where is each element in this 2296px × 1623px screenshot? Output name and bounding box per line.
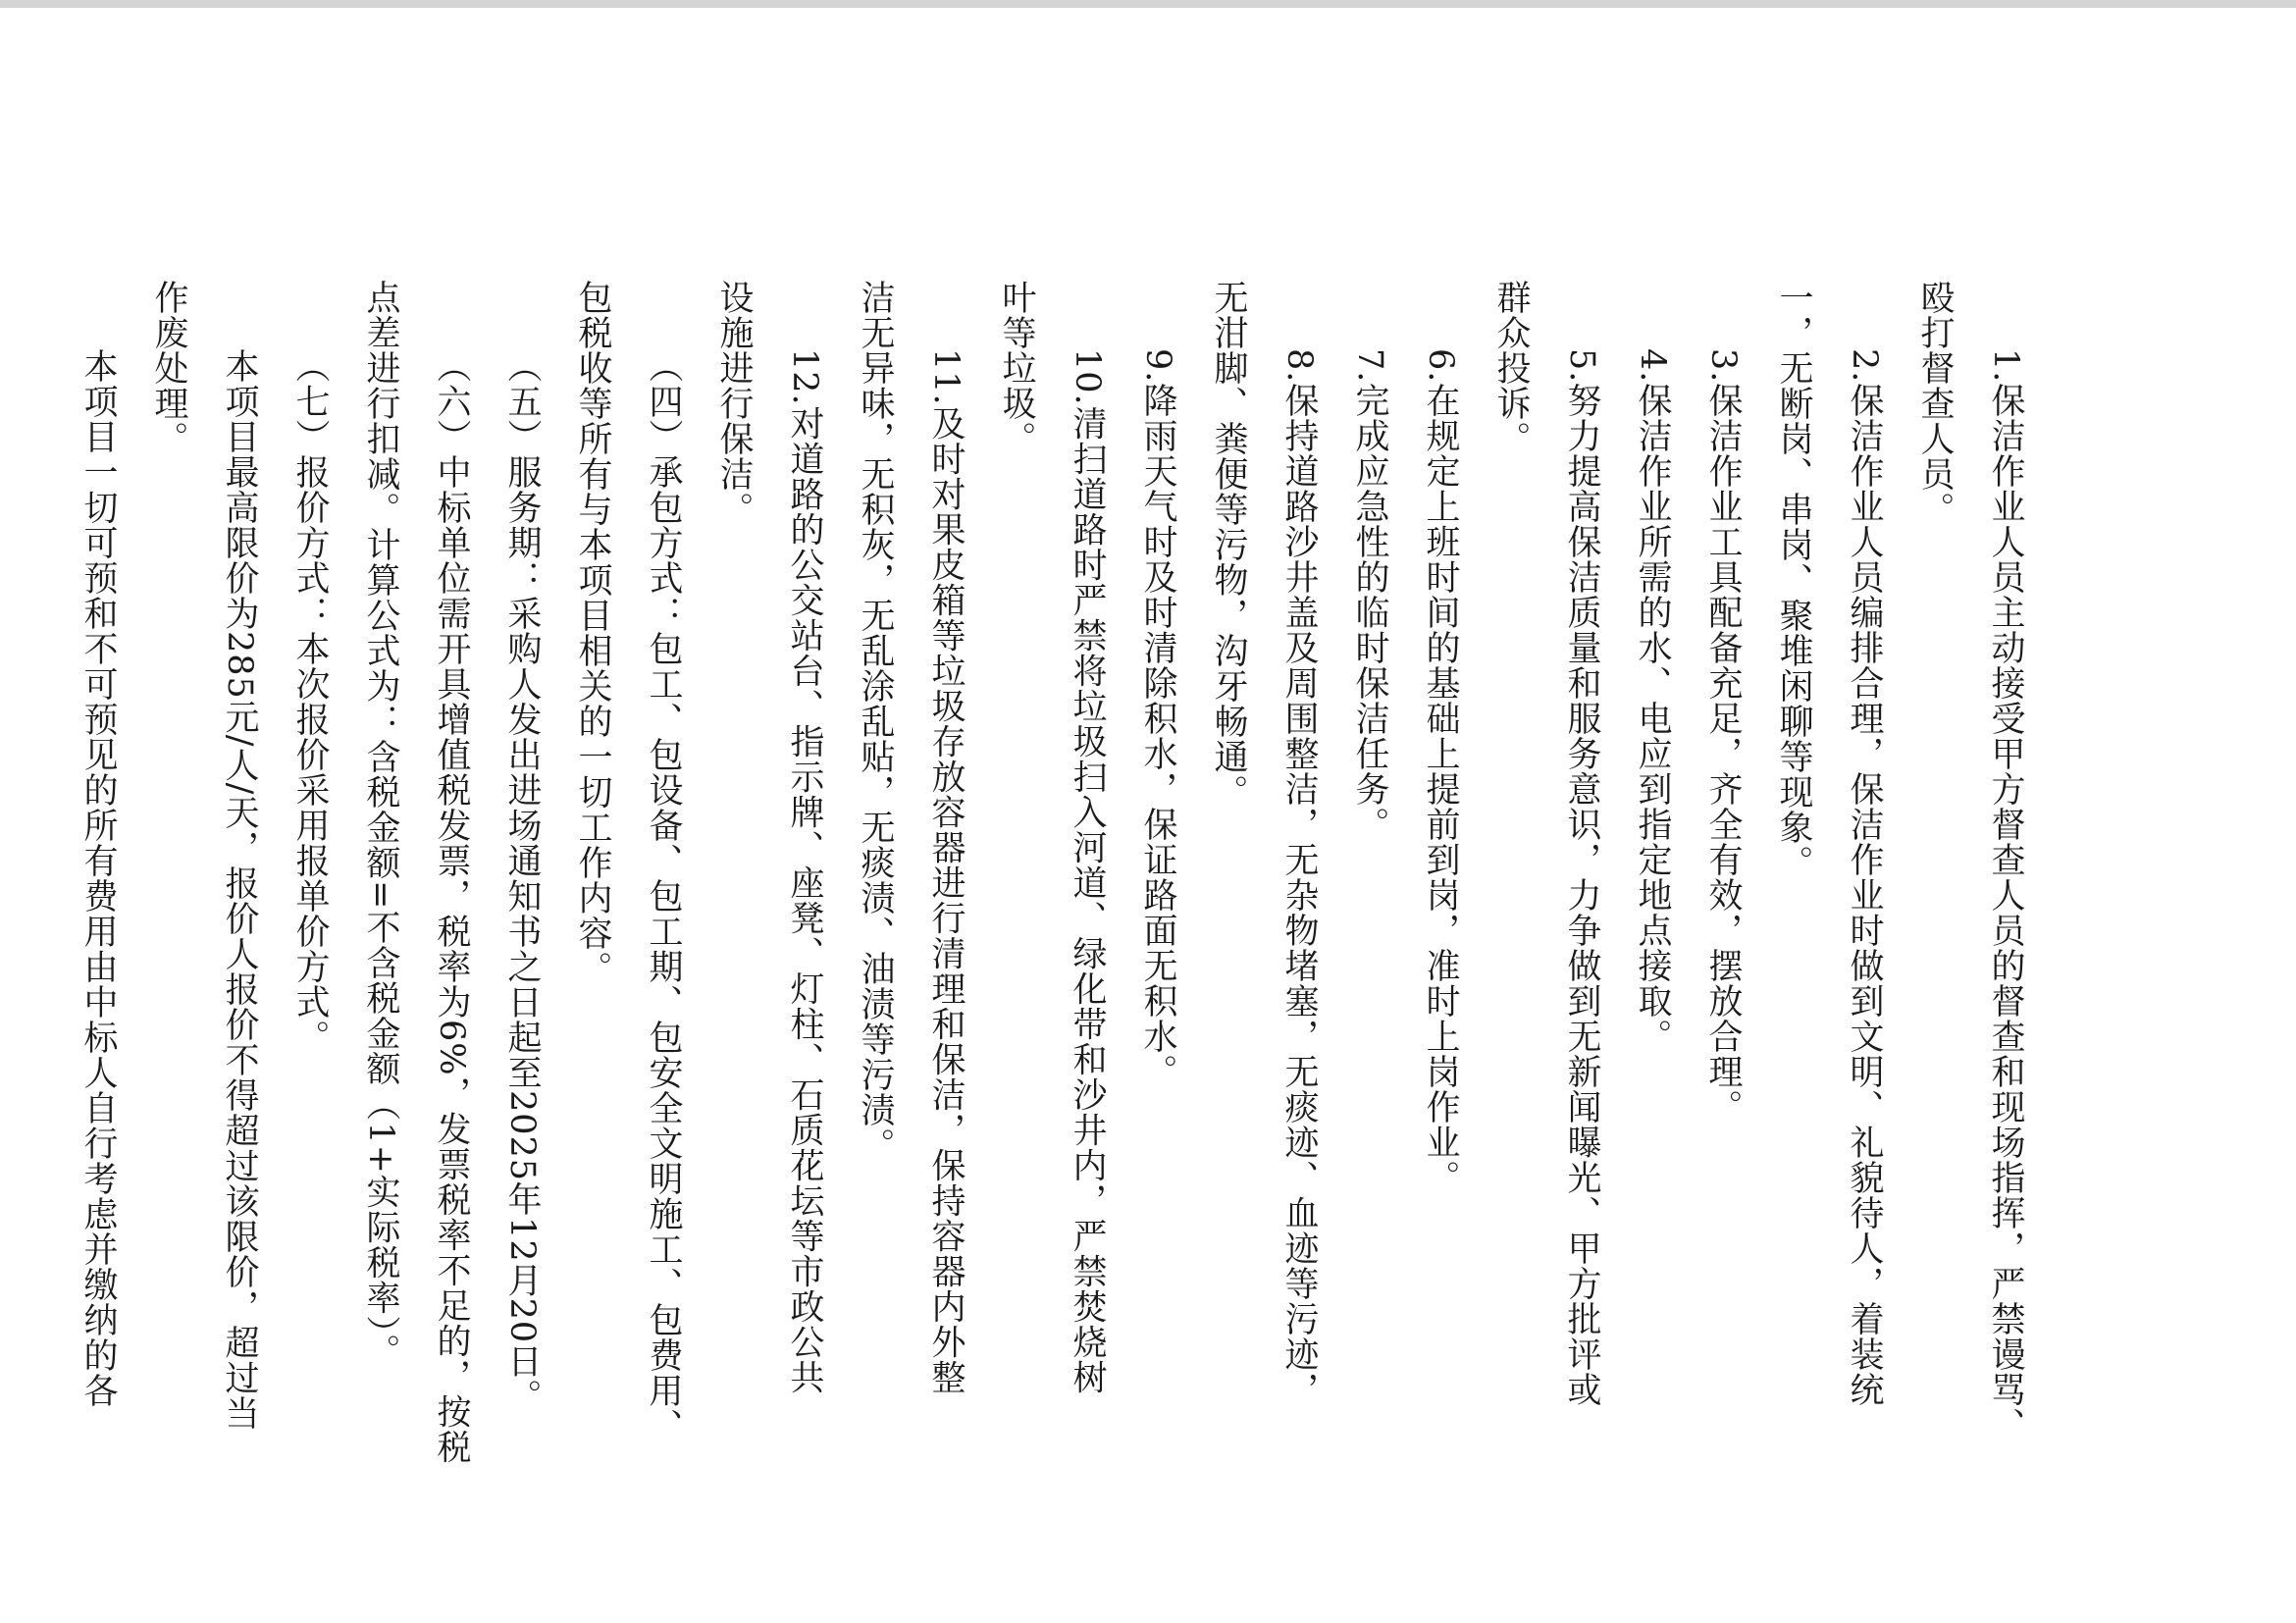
text-line: 一，无断岗、串岗、聚堆闲聊等现象。 <box>1774 280 1813 880</box>
item-11 <box>911 280 981 1555</box>
text-line: 1.保洁作业人员主动接受甲方督查人员的督查和现场指挥，严禁谩骂、 <box>1986 348 2025 1443</box>
item-8 <box>1264 280 1334 1555</box>
item-7 <box>1334 280 1405 1555</box>
item-11-cont <box>840 280 911 1555</box>
text-line: 洁无异味，无积灰，无乱涂乱贴，无痰渍、油渍等污渍。 <box>856 280 895 1163</box>
scan-top-edge <box>0 0 2296 8</box>
item-4 <box>1617 280 1688 1555</box>
section-6-invoice <box>416 280 487 1555</box>
costs-clause <box>63 280 133 1555</box>
item-6 <box>1405 280 1476 1555</box>
item-5 <box>1546 280 1617 1555</box>
item-10-cont <box>981 280 1052 1555</box>
price-cap <box>204 280 275 1555</box>
item-9 <box>1122 280 1193 1555</box>
text-line: 4.保洁作业所需的水、电应到指定地点接取。 <box>1633 348 1672 1055</box>
text-line: 6.在规定上班时间的基础上提前到岗，准时上岗作业。 <box>1421 348 1460 1196</box>
text-line: 本项目最高限价为285元/人/天，报价人报价不得超过该限价，超过当 <box>220 348 259 1432</box>
section-4-contract-method <box>628 280 699 1555</box>
text-line: （四）承包方式：包工、包设备、包工期、包安全文明施工、包费用、 <box>644 348 683 1443</box>
document-body <box>63 280 2041 1555</box>
item-12 <box>769 280 840 1555</box>
section-6-cont <box>345 280 416 1555</box>
text-line: 本项目一切可预和不可预见的所有费用由中标人自行考虑并缴纳的各 <box>78 348 118 1408</box>
text-line: 12.对道路的公交站台、指示牌、座凳、灯柱、石质花坛等市政公共 <box>785 348 824 1395</box>
text-line: 2.保洁作业人员编排合理，保洁作业时做到文明、礼貌待人，着装统 <box>1845 348 1884 1408</box>
text-line: 10.清扫道路时严禁将垃圾扫入河道、绿化带和沙井内，严禁焚烧树 <box>1068 348 1107 1395</box>
text-line: 11.及时对果皮箱等垃圾存放容器进行清理和保洁，保持容器内外整 <box>926 348 965 1395</box>
text-line: 叶等垃圾。 <box>997 280 1036 456</box>
text-line: 5.努力提高保洁质量和服务意识，力争做到无新闻曝光、甲方批评或 <box>1562 348 1601 1408</box>
section-5-service-period <box>487 280 557 1555</box>
text-line: 设施进行保洁。 <box>714 280 754 527</box>
text-line: （七）报价方式：本次报价采用报单价方式。 <box>290 348 330 1055</box>
text-line: 8.保持道路沙井盖及周围整洁，无杂物堵塞，无痰迹、血迹等污迹， <box>1279 348 1319 1408</box>
text-line: 殴打督查人员。 <box>1915 280 1955 527</box>
text-line: 作废处理。 <box>149 280 188 456</box>
text-line: （六）中标单位需开具增值税发票，税率为6%，发票税率不足的，按税 <box>432 348 471 1465</box>
item-1 <box>1970 280 2041 1555</box>
item-2-cont <box>1758 280 1829 1555</box>
text-line: 点差进行扣减。计算公式为：含税金额=不含税金额（1+实际税率）。 <box>361 280 400 1370</box>
item-8-cont <box>1193 280 1264 1555</box>
section-4-cont <box>557 280 628 1555</box>
item-12-cont <box>699 280 769 1555</box>
text-line: （五）服务期：采购人发出进场通知书之日起至2025年12月20日。 <box>502 348 542 1415</box>
item-10 <box>1052 280 1122 1555</box>
item-1-cont <box>1900 280 1970 1555</box>
text-line: 7.完成应急性的临时保洁任务。 <box>1350 348 1389 843</box>
item-2 <box>1829 280 1900 1555</box>
item-5-cont <box>1476 280 1546 1555</box>
text-line: 无泔脚、粪便等污物，沟牙畅通。 <box>1209 280 1248 810</box>
section-7-quotation-method <box>275 280 345 1555</box>
price-cap-cont <box>133 280 204 1555</box>
item-3 <box>1688 280 1758 1555</box>
text-line: 3.保洁作业工具配备充足，齐全有效，摆放合理。 <box>1703 348 1743 1126</box>
text-line: 9.降雨天气时及时清除积水，保证路面无积水。 <box>1138 348 1177 1090</box>
text-line: 包税收等所有与本项目相关的一切工作内容。 <box>573 280 612 986</box>
text-line: 群众投诉。 <box>1491 280 1531 456</box>
